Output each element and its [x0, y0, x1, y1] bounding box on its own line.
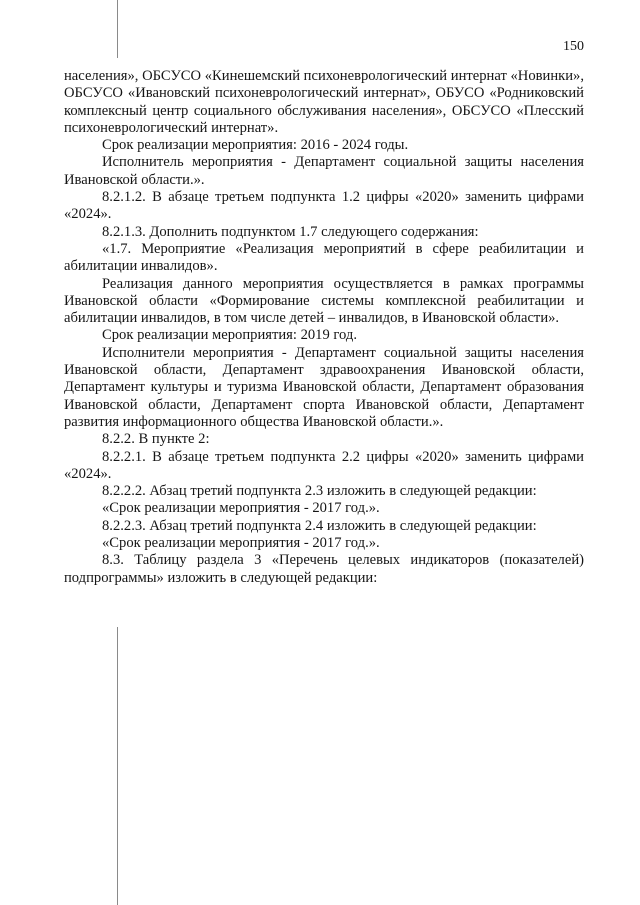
paragraph-term-2019: Срок реализации мероприятия: 2019 год.: [102, 327, 357, 344]
paragraph-8-2-2-2: 8.2.2.2. Абзац третий подпункта 2.3 изложить в следующей редакции:: [102, 483, 537, 500]
paragraph-8-2-2-3: 8.2.2.3. Абзац третий подпункта 2.4 изложить в следующей редакции:: [102, 517, 537, 534]
binding-margin-line-bottom: [117, 627, 118, 905]
paragraph-term-2017-b: «Срок реализации мероприятия - 2017 год.».: [102, 535, 380, 552]
paragraph-term-2016-2024: Срок реализации мероприятия: 2016 - 2024 годы.: [102, 137, 409, 154]
binding-margin-line-top: [117, 0, 118, 58]
paragraph-term-2017-a: «Срок реализации мероприятия - 2017 год.».: [102, 500, 380, 517]
paragraph-8-3: 8.3. Таблицу раздела 3 «Перечень целевых индикаторов (показателей) подпрограммы» изложить в следующей редакции:: [64, 552, 584, 586]
paragraph-executors-list: Исполнители мероприятия - Департамент социальной защиты населения Ивановской области, Департамент здравоохранения Ивановской области, Департамент культуры и туризма Ивановской области, Департамент образования Ивановской области, Департамент спорта Ивановской области, Департамент развития информационного общества Ивановской области.».: [64, 344, 584, 430]
paragraph-8-2-1-2: 8.2.1.2. В абзаце третьем подпункта 1.2 цифры «2020» заменить цифрами «2024».: [64, 189, 584, 223]
paragraph-8-2-2-1: 8.2.2.1. В абзаце третьем подпункта 2.2 цифры «2020» заменить цифрами «2024».: [64, 448, 584, 482]
paragraph-8-2-1-3: 8.2.1.3. Дополнить подпунктом 1.7 следующего содержания:: [102, 223, 479, 240]
paragraph-8-2-2: 8.2.2. В пункте 2:: [102, 431, 210, 448]
paragraph-implementation: Реализация данного мероприятия осуществляется в рамках программы Ивановской области «Формирование системы комплексной реабилитации и абилитации инвалидов, в том числе детей – инвалидов, в Ивановской области».: [64, 275, 584, 327]
page-number: 150: [563, 39, 584, 54]
paragraph-institutions-list: населения», ОБСУСО «Кинешемский психоневрологический интернат «Новинки», ОБСУСО «Ивановский психоневрологический интернат», ОБУСО «Родниковский комплексный центр социального обслуживания населения», ОБСУСО «Плесский психоневрологический интернат».: [64, 68, 584, 136]
paragraph-executor: Исполнитель мероприятия - Департамент социальной защиты населения Ивановской области.».: [64, 154, 584, 188]
document-body: [64, 68, 584, 587]
paragraph-measure-1-7: «1.7. Мероприятие «Реализация мероприятий в сфере реабилитации и абилитации инвалидов».: [64, 240, 584, 275]
